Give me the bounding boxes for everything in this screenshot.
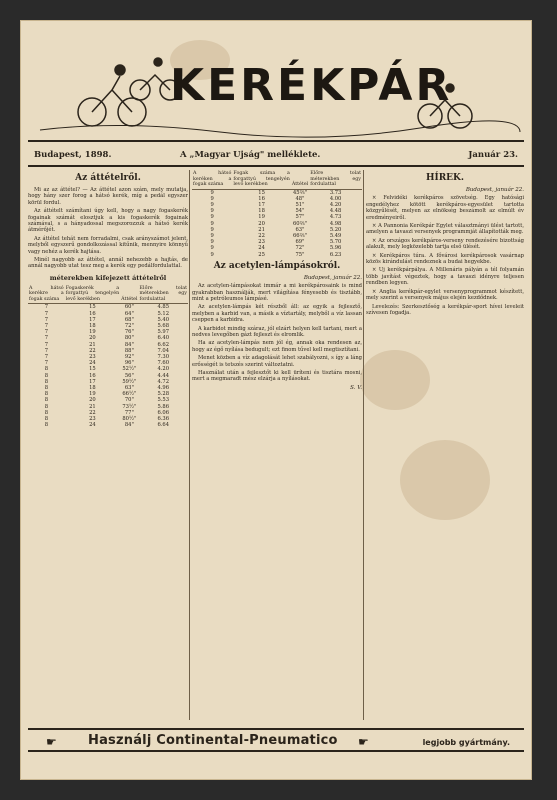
table-cell: 7 (44, 335, 48, 342)
table-cell: 59½" (122, 378, 137, 385)
table-cell: 52½" (122, 366, 137, 373)
table-cell: 4.98 (329, 220, 342, 227)
table-row (28, 304, 188, 311)
table-cell: 8 (44, 403, 48, 410)
table-cell: 24 (89, 360, 96, 367)
article-paragraph: Menet közben a víz adagolását lehet szabályozni, s így a láng erősségét is tetszés szerint változtatni. (192, 355, 362, 368)
table-cell: 7 (44, 360, 48, 367)
table-cell: 9 (210, 239, 214, 246)
news-item: × Uj kerékpárpálya. A Millenáris pályán a tél folyamán több javítást végeztek, hogy a tavaszi idényre teljesen rendben legyen. (366, 267, 524, 287)
table-cell: 9 (210, 195, 214, 202)
table-cell: 6.23 (329, 251, 342, 258)
table-cell: 16 (89, 310, 96, 317)
table-cell: 19 (89, 329, 96, 336)
table-cell: 7 (44, 347, 48, 354)
table-cell: 20 (89, 335, 96, 342)
table-cell: 22 (89, 409, 96, 416)
table-cell: 56" (124, 372, 134, 379)
news-item: × A Pannonia Kerékpár Egylet választmányi ülést tartott, amelyen a tavaszi versenyek programmját állapították meg. (366, 223, 524, 236)
issue-day: Január 23. (468, 150, 518, 160)
table-cell: 4.20 (329, 201, 342, 208)
table-cell: 21 (89, 341, 96, 348)
news-item: × Felvidéki kerékpáros szövetség. Egy hatósági engedélyhez kötött kerékpáros-egyesület tartotta közgyűlését, melyen az elnökség beszámolt az elmúlt év eredményeiről. (366, 195, 524, 221)
table-cell: 7 (44, 341, 48, 348)
newspaper-page (20, 20, 532, 780)
table-cell: 21 (89, 403, 96, 410)
article-heading: Az acetylen-lámpásokról. (213, 260, 341, 271)
table-cell: 22 (258, 232, 265, 239)
right-column (366, 170, 524, 720)
column-divider (189, 170, 190, 720)
table-cell: 6.62 (157, 341, 170, 348)
table-cell: 15 (89, 304, 96, 311)
table-cell: 64" (124, 310, 134, 317)
table-cell: 7.04 (157, 347, 170, 354)
article-paragraph: Az acetylen-lámpásokat immár a mi kerékpárosaink is mind gyakrabban használják, mert világítása fényesebb és tisztább, mint a petróleumos lámpásé. (192, 283, 362, 302)
table-cell: 9 (210, 214, 214, 221)
header-rule (28, 165, 524, 167)
table-cell: 5.96 (329, 245, 342, 252)
table-cell: 23 (89, 416, 96, 423)
news-byline: Budapest, január 22. (465, 187, 524, 193)
table-cell: 9 (210, 208, 214, 215)
article-paragraph: Az acetylen-lámpás két részből áll: az egyik a fejlesztő, melyben a karbid van, a másik a víztartály, melyből a víz lassan cseppen a karbidra. (192, 304, 362, 324)
table-cell: 3.73 (329, 189, 342, 196)
table-cell: 5.70 (329, 239, 342, 246)
middle-column (192, 170, 362, 720)
table-cell: 60⅔" (292, 220, 307, 227)
table-cell: 9 (210, 220, 214, 227)
table-cell: 5.40 (157, 316, 170, 323)
gear-table (28, 285, 188, 429)
table-cell: 24 (258, 245, 265, 252)
table-cell: 75" (295, 251, 305, 258)
table-cell: 69" (295, 239, 305, 246)
table-cell: 45⅔" (292, 189, 307, 196)
table-row (28, 422, 188, 428)
table-cell: 7 (44, 304, 48, 311)
advertisement-text: Használj Continental-Pneumatico (88, 733, 338, 748)
table-cell: 5.12 (157, 310, 170, 317)
table-cell: 73½" (122, 403, 137, 410)
table-cell: 8 (44, 378, 48, 385)
table-cell: 84" (124, 422, 134, 429)
table-cell: 66⅔" (292, 232, 307, 239)
table-cell: 6.64 (157, 422, 170, 429)
table-cell: 70" (124, 397, 134, 404)
table-cell: 19 (89, 391, 96, 398)
table-cell: 8 (44, 397, 48, 404)
table-cell: 54" (295, 208, 305, 215)
table-cell: 20 (258, 220, 265, 227)
news-item: Levelezés: Szerkesztőség a kerékpár-sport hívei leveleit szívesen fogadja. (366, 303, 524, 316)
table-cell: 16 (89, 372, 96, 379)
table-cell: 15 (89, 366, 96, 373)
table-cell: 9 (210, 201, 214, 208)
table-cell: 9 (210, 189, 214, 196)
table-cell: 4.48 (329, 208, 342, 215)
table-cell: 76" (124, 329, 134, 336)
table-cell: 6.36 (157, 416, 170, 423)
table-cell: 20 (89, 397, 96, 404)
table-cell: 7 (44, 354, 48, 360)
table-cell: 8 (44, 422, 48, 429)
supplement-note: A „Magyar Ujság" melléklete. (180, 150, 321, 160)
table-header: Fogak száma a forgattyú tengelyén levő kerékben (233, 171, 290, 187)
table-cell: 88" (124, 347, 134, 354)
table-header: Áttétel (291, 170, 309, 189)
table-cell: 63" (124, 385, 134, 392)
table-cell: 17 (258, 201, 265, 208)
table-cell: 80" (124, 335, 134, 342)
news-item: × Az országos kerékpáros-verseny rendezésére bizottság alakult, mely legközelebb tartja első ülését. (366, 237, 524, 251)
table-cell: 6.06 (157, 409, 170, 416)
table-cell: 9 (210, 226, 214, 233)
news-heading: HÍREK. (425, 173, 464, 183)
table-cell: 24 (89, 422, 96, 429)
article-byline: Budapest, január 22. (303, 274, 362, 281)
table-cell: 7 (44, 316, 48, 323)
advertisement-banner (28, 728, 524, 752)
table-cell: 17 (89, 378, 96, 385)
table-cell: 18 (89, 322, 96, 329)
table-cell: 57" (295, 214, 305, 221)
article-paragraph: A karbidot mindig száraz, jól elzárt helyen kell tartani, mert a nedves levegőben gázt fejleszt és elromlik. (192, 325, 362, 338)
table-cell: 7 (44, 322, 48, 329)
table-cell: 19 (258, 214, 265, 221)
masthead (20, 20, 532, 145)
pointing-hand-icon: ☛ (46, 735, 57, 749)
table-cell: 5.86 (157, 403, 170, 410)
news-item: × Kerékpáros túra. A fővárosi kerékpárosok vasárnap közös kirándulást rendeznek a budai hegyekbe. (366, 252, 524, 266)
table-cell: 8 (44, 385, 48, 392)
table-cell: 8 (44, 372, 48, 379)
table-cell: 7.60 (157, 360, 170, 367)
table-cell: 9 (210, 245, 214, 252)
table-header: Áttétel (120, 285, 138, 304)
article-signature: S. V. (350, 384, 362, 391)
table-cell: 5.49 (329, 232, 342, 239)
article-paragraph: Mi az az áttétel? — Az áttétel azon szám, mely mutatja, hogy hány szer forog a hátsó kerék, míg a pedál egyszer körül fordul. (28, 187, 188, 206)
table-cell: 60" (124, 304, 134, 311)
table-cell: 4.00 (329, 195, 342, 202)
advertisement-side-text: legjobb gyártmány. (422, 738, 510, 747)
table-cell: 8 (44, 366, 48, 373)
table-cell: 23 (258, 239, 265, 246)
article-paragraph: Minél nagyobb az áttétel, annál nehezebb a hajtás, de annál nagyobb utat tesz meg a kerék egy pedálfordulattal. (28, 257, 188, 270)
table-cell: 9 (210, 232, 214, 239)
table-cell: 92" (124, 354, 134, 360)
table-header: Fogaskerék a forgattyú tengelyén levő kerékben (65, 285, 120, 302)
table-cell: 15 (258, 189, 265, 196)
table-cell: 6.40 (157, 335, 170, 342)
table-cell: 16 (258, 195, 265, 202)
table-cell: 17 (89, 316, 96, 323)
table-cell: 4.72 (157, 378, 170, 385)
article-paragraph: Az áttételt számítani úgy kell, hogy a nagy fogaskerék fogainak számát elosztjuk a kis fogaskerék fogainak számával, s a hányadossal megszorozzuk a hátsó kerék átmérőjét. (28, 208, 188, 234)
table-row (192, 189, 362, 196)
table-cell: 77" (124, 409, 134, 416)
table-cell: 4.44 (157, 372, 170, 379)
table-cell: 22 (89, 347, 96, 354)
table-cell: 4.20 (157, 366, 170, 373)
table-header: Előre tolat méterekben egy fordulattal (139, 285, 187, 302)
article-heading: Az áttételről. (75, 173, 141, 183)
left-column (28, 170, 188, 720)
table-cell: 7 (44, 310, 48, 317)
article-paragraph: Használat után a fejlesztőt ki kell üríteni és tisztára mosni, mert a megmaradt mész elzárja a nyílásokat. (192, 370, 362, 383)
table-cell: 25 (258, 251, 265, 258)
table-cell: 21 (258, 226, 265, 233)
table-cell: 96" (124, 360, 134, 367)
place-date: Budapest, 1898. (34, 150, 112, 160)
table-cell: 7.30 (157, 354, 170, 360)
table-row (192, 252, 362, 258)
table-cell: 5.68 (157, 322, 170, 329)
table-cell: 72" (295, 245, 305, 252)
article-paragraph: Ha az acetylen-lámpás nem jól ég, annak oka rendesen az, hogy az égő nyílása bedugult; ezt finom tűvel kell megtisztítani. (192, 340, 362, 353)
table-cell: 80½" (122, 416, 137, 423)
gear-table (192, 170, 362, 258)
table-cell: 23 (89, 354, 96, 360)
table-cell: 8 (44, 416, 48, 423)
table-cell: 9 (210, 251, 214, 258)
table-header: Előre tolat méterekben egy fordulattal (310, 171, 361, 187)
news-item: × Anglia kerékpár-egylet versenyprogrammot készített, mely szerint a versenyek május elején kezdődnek. (366, 288, 524, 302)
table-cell: 72" (124, 322, 134, 329)
table-cell: 4.85 (157, 304, 170, 311)
pointing-hand-icon: ☛ (358, 735, 369, 749)
table-cell: 84" (124, 341, 134, 348)
table-cell: 5.97 (157, 329, 170, 336)
table-cell: 4.96 (157, 385, 170, 392)
table-cell: 5.20 (329, 226, 342, 233)
column-divider (363, 170, 364, 720)
table-cell: 5.53 (157, 397, 170, 404)
table-cell: 68" (124, 316, 134, 323)
table-cell: 7 (44, 329, 48, 336)
table-cell: 48" (295, 195, 305, 202)
masthead-title: KERÉKPÁR (170, 60, 453, 111)
dateline (20, 150, 532, 166)
table-cell: 5.28 (157, 391, 170, 398)
table-header: A hátsó kerékre a fogak száma (29, 285, 64, 302)
table-heading: méterekben kifejezett áttételről (49, 273, 167, 282)
table-cell: 8 (44, 409, 48, 416)
table-cell: 66½" (122, 391, 137, 398)
article-paragraph: Az áttétel tehát nem forradalmi, csak arányszámot jelent, melyből egyszerű gondolkozással kitűnik, mennyire könnyű vagy nehéz a kerék hajtása. (28, 235, 188, 255)
table-cell: 63" (295, 226, 305, 233)
table-cell: 18 (258, 208, 265, 215)
table-cell: 51" (295, 201, 305, 208)
table-cell: 18 (89, 385, 96, 392)
table-cell: 8 (44, 391, 48, 398)
table-header: A hátsó keréken a fogak száma (193, 171, 232, 187)
table-cell: 4.73 (329, 214, 342, 221)
